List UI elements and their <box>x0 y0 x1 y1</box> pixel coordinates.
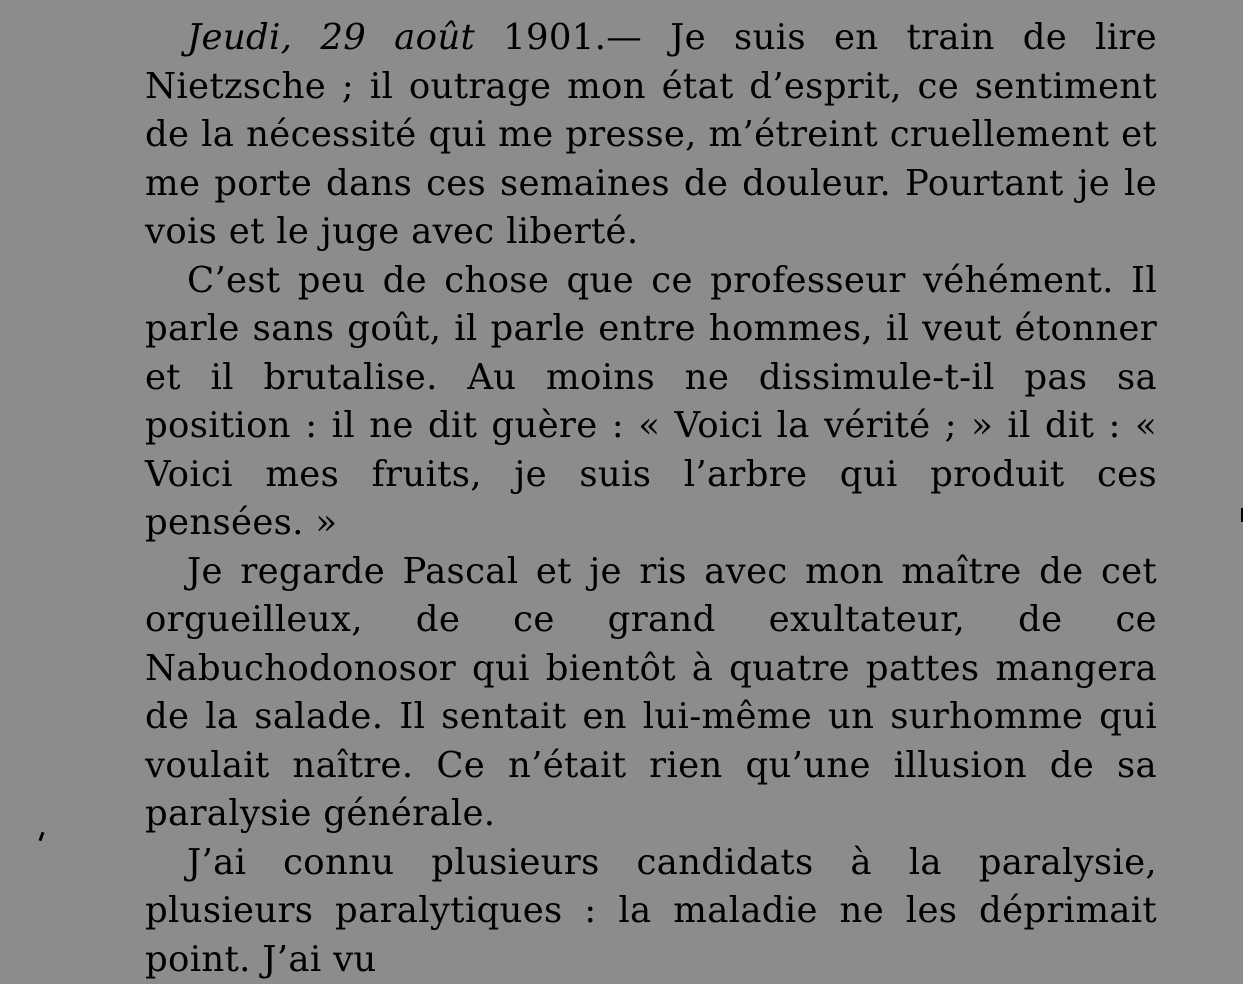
paragraph-4: J’ai connu plusieurs candidats à la paralysie, plusieurs paralytiques : la maladie ne les déprimait point. J’ai vu <box>145 839 1157 984</box>
paragraph-2: C’est peu de chose que ce professeur véhément. Il parle sans goût, il parle entre hommes, il veut étonner et il brutalise. Au moins ne dissimule-t-il pas sa position : il ne dit guère : « Voici la vérité ; » il dit : « Voici mes fruits, je suis l’arbre qui produit ces pensées. » <box>145 257 1157 548</box>
entry-date: Jeudi, 29 août <box>187 17 475 58</box>
paragraph-1-text: — Je suis en train de lire Nietzsche ; il outrage mon état d’esprit, ce sentiment de la nécessité qui me presse, m’étreint cruellement et me porte dans ces semaines de douleur. Pourtant je le vois et le juge avec liberté. <box>145 17 1157 252</box>
paragraph-3: Je regarde Pascal et je ris avec mon maître de cet orgueilleux, de ce grand exultateur, de ce Nabuchodonosor qui bientôt à quatre pattes mangera de la salade. Il sentait en lui-même un surhomme qui voulait naître. Ce n’était rien qu’une illusion de sa paralysie générale. <box>145 548 1157 839</box>
document-page <box>145 14 1157 984</box>
paragraph-1 <box>145 14 1157 257</box>
entry-year: 1901. <box>503 17 606 58</box>
scan-speck <box>39 832 45 841</box>
